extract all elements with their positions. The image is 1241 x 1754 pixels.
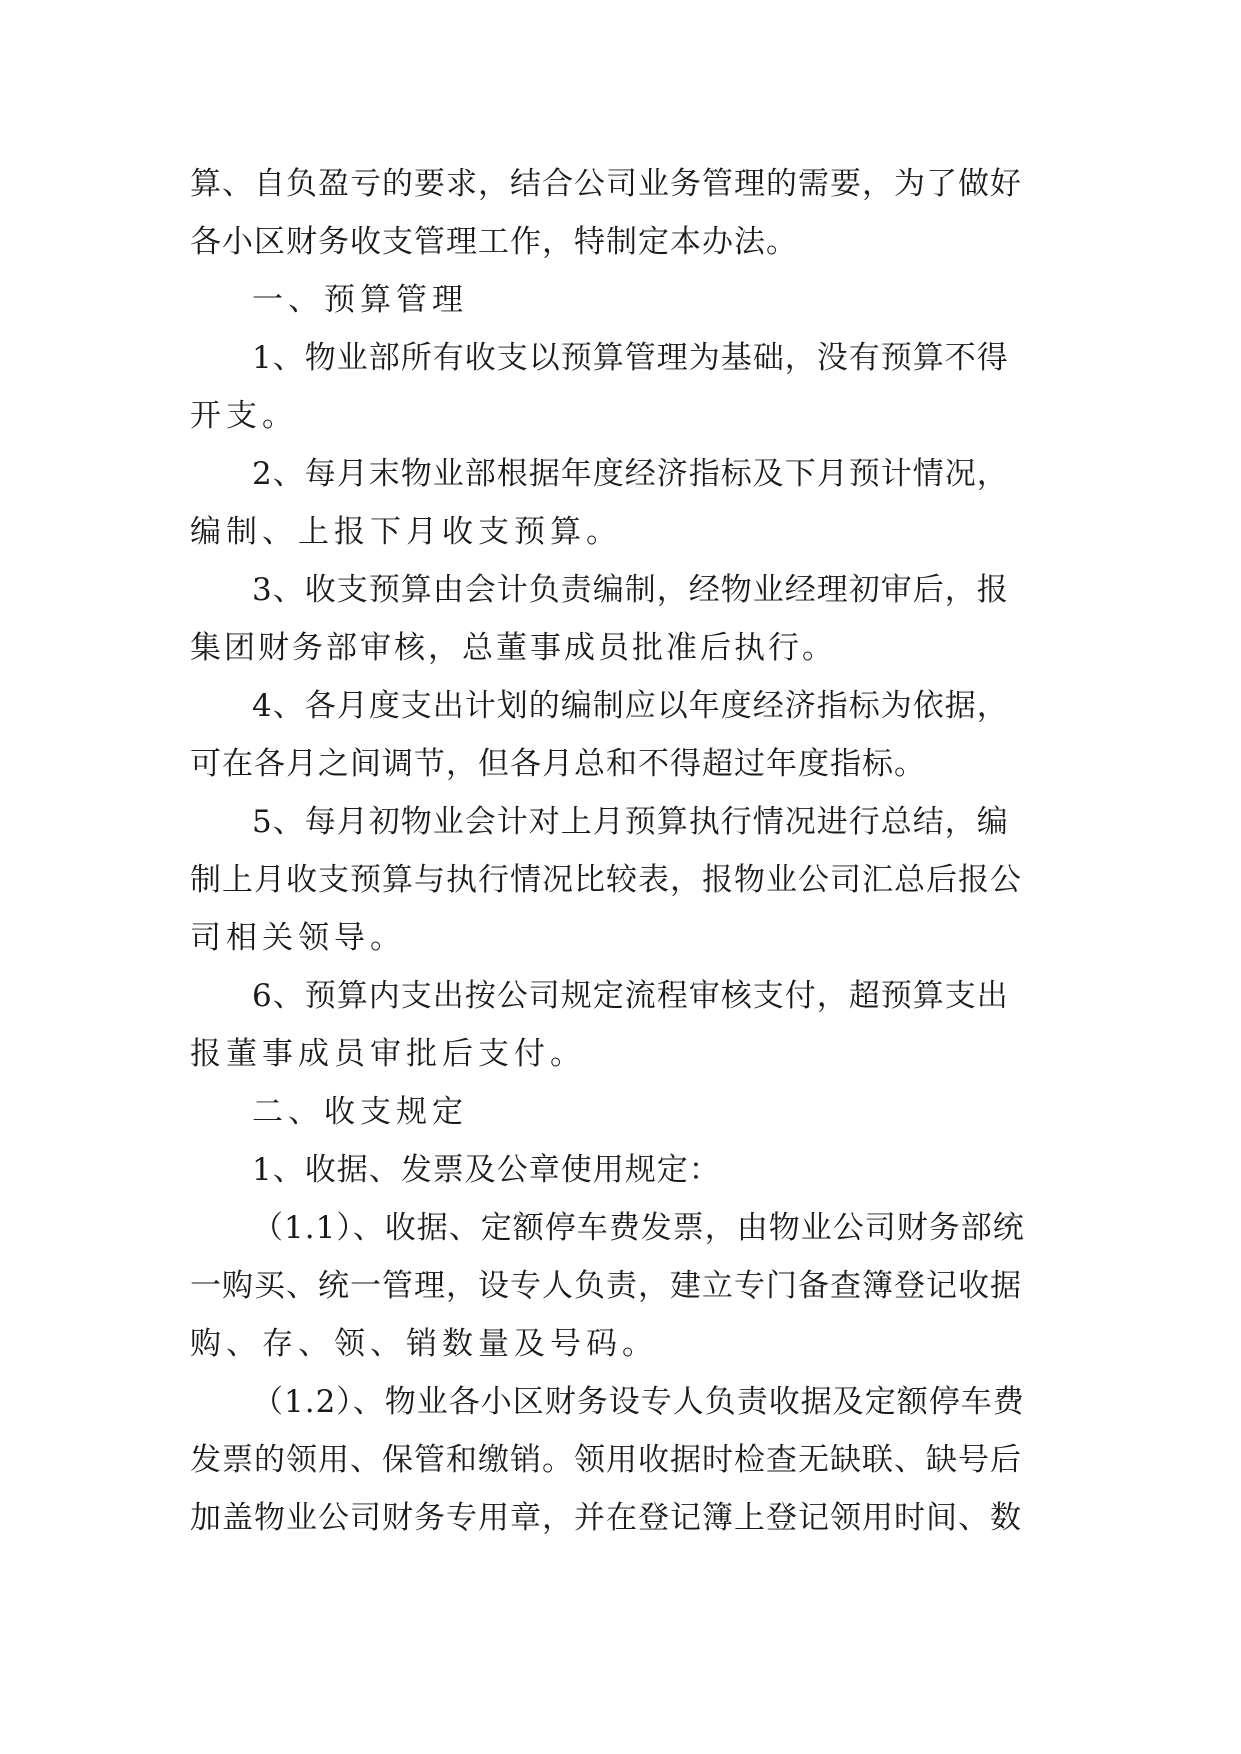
section-heading-rules: 二、收支规定	[252, 1094, 468, 1130]
text-line-12: 5、每月初物业会计对上月预算执行情况进行总结，编	[252, 804, 1009, 840]
text-line-14: 司相关领导。	[190, 920, 406, 956]
text-line-21: 购、存、领、销数量及号码。	[190, 1326, 658, 1362]
text-line-19: （1.1）、收据、定额停车费发票，由物业公司财务部统	[252, 1210, 1025, 1246]
text-line-1: 算、自负盈亏的要求，结合公司业务管理的需要，为了做好	[190, 166, 1022, 202]
text-line-9: 集团财务部审核，总董事成员批准后执行。	[190, 630, 836, 666]
text-line-22: （1.2）、物业各小区财务设专人负责收据及定额停车费	[252, 1384, 1025, 1420]
text-line-13: 制上月收支预算与执行情况比较表，报物业公司汇总后报公	[190, 862, 1022, 898]
text-line-20: 一购买、统一管理，设专人负责，建立专门备查簿登记收据	[190, 1268, 1022, 1304]
text-line-15: 6、预算内支出按公司规定流程审核支付，超预算支出	[252, 978, 1009, 1014]
text-line-23: 发票的领用、保管和缴销。领用收据时检查无缺联、缺号后	[190, 1442, 1022, 1478]
text-line-10: 4、各月度支出计划的编制应以年度经济指标为依据，	[252, 688, 1009, 724]
section-heading-budget: 一、预算管理	[252, 282, 468, 318]
text-line-7: 编制、上报下月收支预算。	[190, 514, 622, 550]
text-line-11: 可在各月之间调节，但各月总和不得超过年度指标。	[190, 746, 926, 782]
text-line-24: 加盖物业公司财务专用章，并在登记簿上登记领用时间、数	[190, 1500, 1022, 1536]
text-line-5: 开支。	[190, 398, 298, 434]
text-line-2: 各小区财务收支管理工作，特制定本办法。	[190, 224, 798, 260]
text-line-4: 1、物业部所有收支以预算管理为基础，没有预算不得	[252, 340, 1009, 376]
text-line-16: 报董事成员审批后支付。	[190, 1036, 586, 1072]
text-line-18: 1、收据、发票及公章使用规定：	[252, 1152, 721, 1188]
text-line-8: 3、收支预算由会计负责编制，经物业经理初审后，报	[252, 572, 1009, 608]
text-line-6: 2、每月末物业部根据年度经济指标及下月预计情况，	[252, 456, 1009, 492]
